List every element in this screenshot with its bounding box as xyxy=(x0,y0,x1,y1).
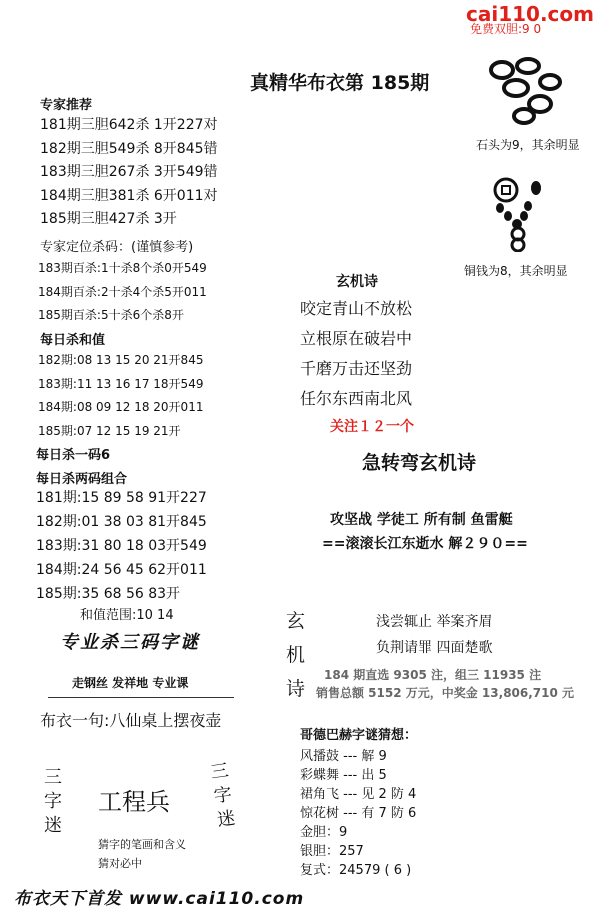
footer-banner: 布衣天下首发 www.cai110.com xyxy=(14,889,305,909)
list-item: 181期三胆642杀 1开227对 xyxy=(40,117,218,133)
riddle-answer: 工程兵 xyxy=(98,788,170,816)
sales-line-1: 184 期直选 9305 注，组三 11935 注 xyxy=(324,668,542,682)
daily-kill-one: 每日杀一码6 xyxy=(36,448,111,463)
stone-caption: 石头为9，其余明显 xyxy=(476,138,580,152)
xuanji-char: 诗 xyxy=(286,678,306,700)
title-main: 真精华布衣第 xyxy=(250,72,365,94)
daily-two-heading: 每日杀两码组合 xyxy=(36,472,128,487)
xuanji-char: 机 xyxy=(286,644,306,666)
list-item: 184期百杀:2十杀4个杀5开011 xyxy=(38,284,207,299)
xuanji-line-1: 浅尝辄止 举案齐眉 xyxy=(376,614,493,630)
daily-two-list xyxy=(36,486,207,606)
list-item: 裙角飞 --- 见 2 防 4 xyxy=(300,787,417,802)
buyi-one-line: 布衣一句:八仙桌上摆夜壶 xyxy=(40,711,222,730)
expert-list xyxy=(40,114,218,232)
list-item: 183期:31 80 18 03开549 xyxy=(36,538,207,554)
list-item: 风播鼓 --- 解 9 xyxy=(300,749,387,764)
list-item: 185期百杀:5十杀6个杀8开 xyxy=(38,308,184,322)
list-item: 182期:08 13 15 20 21开845 xyxy=(38,353,204,367)
free-pick-note: 免费双胆:9 0 xyxy=(470,22,542,36)
list-item: 184期:08 09 12 18 20开011 xyxy=(38,400,204,414)
list-item: 183期百杀:1十杀8个杀0开549 xyxy=(38,261,207,275)
riddle-hint-win: 猜对必中 xyxy=(98,857,142,870)
list-item: 183期三胆267杀 3开549错 xyxy=(40,164,218,180)
attack-line: 攻坚战 学徒工 所有制 鱼雷艇 xyxy=(330,512,513,528)
poem-line: 立根原在破岩中 xyxy=(300,329,413,348)
list-item: 181期:15 89 58 91开227 xyxy=(36,490,207,506)
list-item: 185期三胆427杀 3开 xyxy=(40,211,177,227)
sum-range: 和值范围:10 14 xyxy=(80,608,174,623)
coin-chain-image xyxy=(484,176,548,252)
daily-sum-list xyxy=(38,349,203,443)
expert-heading: 专家推荐 xyxy=(40,98,93,113)
divider xyxy=(48,697,234,698)
stone-chain-image xyxy=(488,56,568,128)
goldbach-list xyxy=(300,747,416,880)
list-item: 彩蝶舞 --- 出 5 xyxy=(300,768,387,783)
list-item: 185期:35 68 56 83开 xyxy=(36,586,181,602)
list-item: 184期:24 56 45 62开011 xyxy=(36,562,207,578)
riddle-vertical-left: 三字迷 xyxy=(44,767,62,836)
list-item: 银胆：257 xyxy=(300,844,364,859)
coin-caption: 铜钱为8，其余明显 xyxy=(464,264,568,278)
goldbach-heading: 哥德巴赫字谜猜想： xyxy=(300,728,418,743)
position-kill-list xyxy=(38,257,207,328)
tightrope-line: 走钢丝 发祥地 专业课 xyxy=(72,676,189,690)
position-kill-heading: 专家定位杀码：(谨慎参考) xyxy=(40,240,194,255)
list-item: 182期三胆549杀 8开845错 xyxy=(40,140,218,157)
list-item: 复式：24579 ( 6 ) xyxy=(300,863,412,878)
list-item: 184期三胆381杀 6开011对 xyxy=(40,187,218,204)
xuanji-vertical xyxy=(286,604,305,706)
xuanji-char: 玄 xyxy=(286,610,306,632)
page-title xyxy=(250,68,429,95)
title-issue: 185期 xyxy=(370,72,430,94)
xuanji-line-2: 负荆请罪 四面楚歌 xyxy=(376,640,493,656)
mystic-poem-heading: 玄机诗 xyxy=(336,274,378,290)
river-line: ==滚滚长江东逝水 解２９０== xyxy=(322,536,528,552)
mystic-poem-lines xyxy=(300,294,412,414)
daily-sum-heading: 每日杀和值 xyxy=(40,333,106,348)
list-item: 惊花树 --- 有 7 防 6 xyxy=(300,806,417,821)
list-item: 183期:11 13 16 17 18开549 xyxy=(38,376,204,391)
riddle-hint: 猜字的笔画和含义 xyxy=(98,838,186,851)
poem-line: 千磨万击还坚劲 xyxy=(300,359,413,378)
list-item: 金胆：9 xyxy=(300,825,348,840)
poem-line: 任尔东西南北风 xyxy=(300,389,413,408)
site-watermark: cai110.com xyxy=(466,2,594,26)
riddle-vertical-right: 三字迷 xyxy=(209,760,237,831)
list-item: 182期:01 38 03 81开845 xyxy=(36,514,207,530)
list-item: 185期:07 12 15 19 21开 xyxy=(38,423,181,438)
poem-line: 咬定青山不放松 xyxy=(300,299,413,318)
sales-line-2: 销售总额 5152 万元，中奖金 13,806,710 元 xyxy=(316,686,575,700)
follow-note: 关注１２一个 xyxy=(330,419,414,435)
pro-riddle-title: 专业杀三码字谜 xyxy=(60,632,200,653)
sharp-turn-title: 急转弯玄机诗 xyxy=(362,452,477,474)
